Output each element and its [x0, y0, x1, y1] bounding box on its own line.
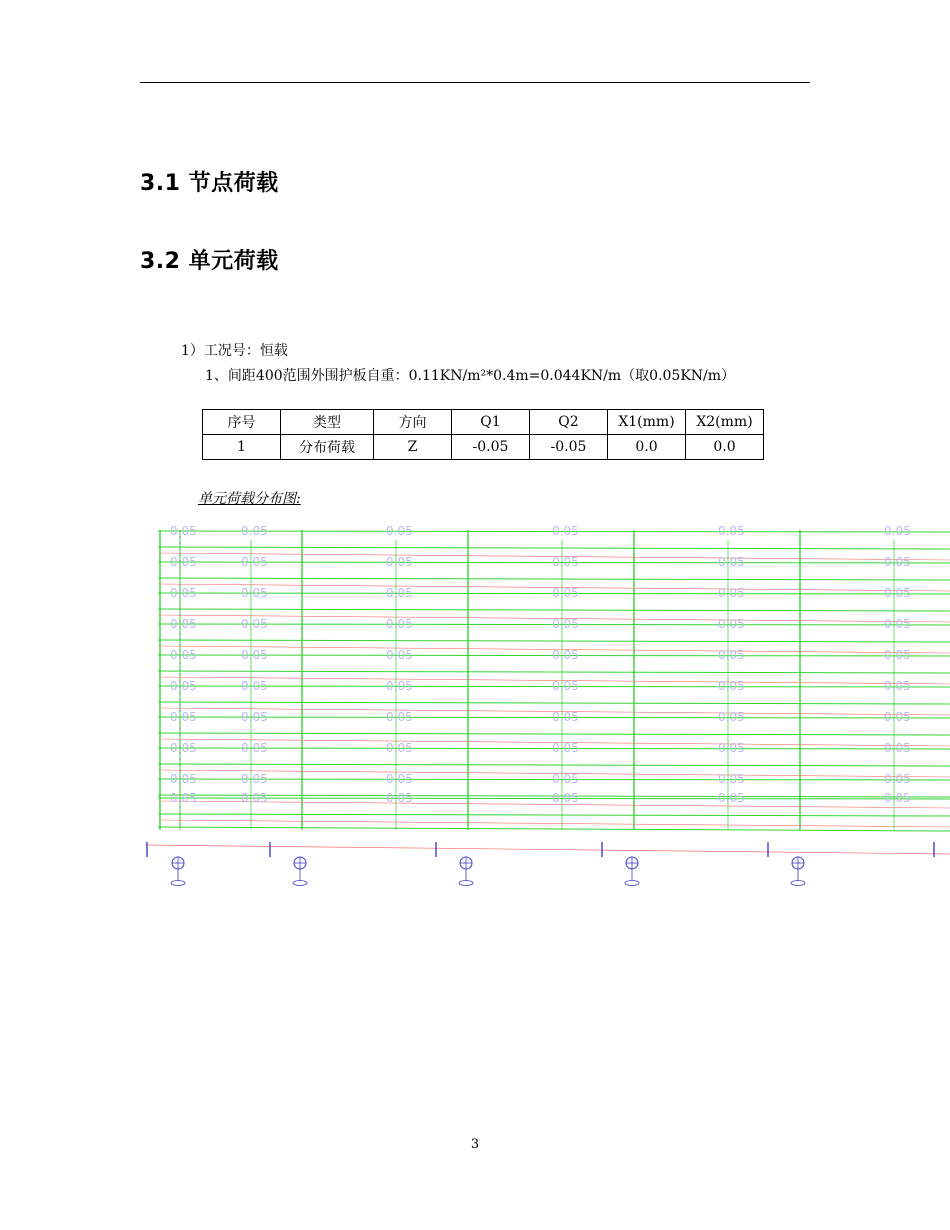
- load-value-label: 0.05: [386, 648, 413, 662]
- beam-member: [158, 733, 950, 735]
- load-value-label: 0.05: [241, 710, 268, 724]
- load-value-label: 0.05: [386, 679, 413, 693]
- load-value-label: 0.05: [552, 679, 579, 693]
- load-value-label: 0.05: [884, 524, 911, 538]
- figure-caption: 单元荷载分布图:: [198, 491, 301, 507]
- load-value-label: 0.05: [884, 710, 911, 724]
- beam-axis-line: [158, 820, 950, 827]
- support-base: [293, 881, 307, 886]
- load-value-label: 0.05: [718, 710, 745, 724]
- col-header-x2: X2(mm): [686, 410, 764, 435]
- cell-x1: 0.0: [608, 435, 686, 460]
- beam-member: [158, 640, 950, 642]
- load-value-label: 0.05: [884, 555, 911, 569]
- load-value-label: 0.05: [552, 772, 579, 786]
- load-value-label: 0.05: [884, 586, 911, 600]
- load-table: [202, 409, 764, 460]
- load-value-label: 0.05: [552, 617, 579, 631]
- load-value-label: 0.05: [718, 679, 745, 693]
- load-value-label: 0.05: [386, 617, 413, 631]
- load-value-label: 0.05: [884, 772, 911, 786]
- load-value-label: 0.05: [170, 648, 197, 662]
- load-value-label: 0.05: [170, 679, 197, 693]
- cell-x2: 0.0: [686, 435, 764, 460]
- load-value-label: 0.05: [386, 555, 413, 569]
- load-value-label: 0.05: [552, 555, 579, 569]
- load-value-label: 0.05: [170, 617, 197, 631]
- load-value-label: 0.05: [552, 741, 579, 755]
- load-value-label: 0.05: [386, 710, 413, 724]
- col-header-type: 类型: [281, 410, 374, 435]
- load-value-label: 0.05: [552, 710, 579, 724]
- page-number: 3: [470, 1137, 480, 1152]
- load-value-label: 0.05: [718, 741, 745, 755]
- cell-type: 分布荷载: [281, 435, 374, 460]
- load-value-label: 0.05: [552, 791, 579, 805]
- beam-member: [158, 814, 950, 816]
- load-value-label: 0.05: [241, 524, 268, 538]
- col-header-index: 序号: [203, 410, 281, 435]
- support-base: [791, 881, 805, 886]
- load-value-label: 0.05: [884, 679, 911, 693]
- load-value-label: 0.05: [552, 648, 579, 662]
- cell-index: 1: [203, 435, 281, 460]
- load-value-label: 0.05: [718, 791, 745, 805]
- load-value-label: 0.05: [386, 524, 413, 538]
- load-value-label: 0.05: [718, 772, 745, 786]
- load-value-label: 0.05: [241, 679, 268, 693]
- load-value-label: 0.05: [884, 791, 911, 805]
- load-table-header-row: [203, 410, 764, 435]
- load-value-label: 0.05: [170, 710, 197, 724]
- load-value-label: 0.05: [718, 648, 745, 662]
- load-value-label: 0.05: [170, 791, 197, 805]
- col-header-x1: X1(mm): [608, 410, 686, 435]
- load-value-label: 0.05: [884, 741, 911, 755]
- ground-line: [145, 845, 950, 854]
- load-value-label: 0.05: [170, 741, 197, 755]
- load-value-label: 0.05: [386, 741, 413, 755]
- cell-q1: -0.05: [452, 435, 530, 460]
- load-value-label: 0.05: [884, 617, 911, 631]
- load-value-label: 0.05: [386, 586, 413, 600]
- load-value-label: 0.05: [552, 524, 579, 538]
- load-case-line: 1）工况号：恒载: [181, 343, 288, 359]
- beam-member: [158, 764, 950, 766]
- beam-member: [158, 609, 950, 611]
- load-note-line: 1、间距400范围外围护板自重：0.11KN/m²*0.4m=0.044KN/m（取0.05KN/m）: [205, 368, 736, 384]
- table-row: [203, 435, 764, 460]
- support-base: [459, 881, 473, 886]
- load-value-label: 0.05: [170, 555, 197, 569]
- section-heading-3-2: 3.2 单元荷载: [140, 249, 279, 274]
- col-header-q1: Q1: [452, 410, 530, 435]
- support-base: [625, 881, 639, 886]
- load-value-label: 0.05: [241, 617, 268, 631]
- load-value-label: 0.05: [386, 772, 413, 786]
- load-value-label: 0.05: [718, 617, 745, 631]
- load-value-label: 0.05: [241, 791, 268, 805]
- col-header-direction: 方向: [374, 410, 452, 435]
- section-heading-3-1: 3.1 节点荷载: [140, 171, 279, 196]
- load-value-label: 0.05: [170, 772, 197, 786]
- load-value-label: 0.05: [552, 586, 579, 600]
- load-value-label: 0.05: [718, 524, 745, 538]
- beam-member: [158, 547, 950, 549]
- header-rule: [140, 82, 810, 83]
- load-value-label: 0.05: [718, 555, 745, 569]
- beam-member: [158, 578, 950, 580]
- load-value-label: 0.05: [241, 772, 268, 786]
- element-load-diagram: [0, 505, 950, 895]
- load-value-label: 0.05: [170, 524, 197, 538]
- load-value-label: 0.05: [241, 586, 268, 600]
- beam-member: [158, 827, 950, 831]
- support-base: [171, 881, 185, 886]
- load-value-label: 0.05: [170, 586, 197, 600]
- load-value-label: 0.05: [718, 586, 745, 600]
- beam-member: [158, 671, 950, 673]
- col-header-q2: Q2: [530, 410, 608, 435]
- load-value-label: 0.05: [241, 741, 268, 755]
- load-value-label: 0.05: [241, 648, 268, 662]
- load-value-label: 0.05: [241, 555, 268, 569]
- load-value-label: 0.05: [386, 791, 413, 805]
- cell-direction: Z: [374, 435, 452, 460]
- cell-q2: -0.05: [530, 435, 608, 460]
- beam-member: [158, 702, 950, 704]
- load-value-label: 0.05: [884, 648, 911, 662]
